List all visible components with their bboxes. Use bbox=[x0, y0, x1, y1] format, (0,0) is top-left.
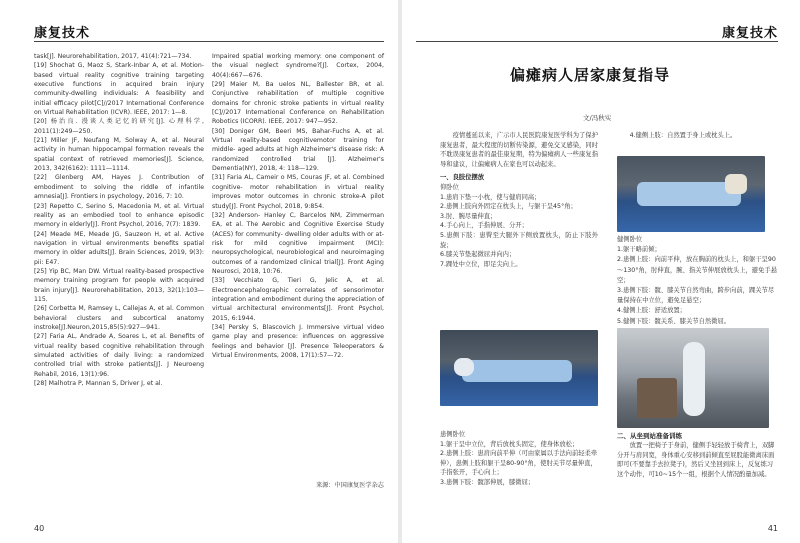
header-rule bbox=[416, 41, 778, 42]
reference-item: [30] Doniger GM, Beeri MS, Bahar-Fuchs A, et al. Virtual reality-based cognitivemotor training for middle- aged adults at high Alzheimer's disease risk: A randomized controlled trial [J]. Alzheimer's Dementia(NY), 2018, 4: 118—129. bbox=[212, 127, 384, 173]
list-item: 7.踝处中立位，即足尖向上。 bbox=[440, 260, 522, 268]
pillow-shape bbox=[725, 174, 747, 194]
list-item: 2.患侧上肢：向前平伸，放在胸前的枕头上，和躯干呈90～130°角，肘伸直，腕、指关节伸展放枕头上，避免手悬空； bbox=[617, 256, 777, 284]
article-column-b-lower bbox=[617, 235, 779, 327]
chair-shape bbox=[637, 378, 677, 418]
article-column-a bbox=[440, 131, 598, 269]
list-item: 2.患侧上肢：患肩向前平伸（可由家属以手法向前轻柔牵伸），患侧上肢和躯干呈80-90°角，使肘关节尽量伸直，手指张开，手心向上； bbox=[440, 450, 598, 477]
list-item: 4.健侧上肢：舒适放置； bbox=[617, 307, 686, 315]
source-note: 来源：中国康复医学杂志 bbox=[315, 482, 384, 489]
list-item: 5.患侧下肢：患臀至大腿外下侧放置枕头，防止下肢外旋； bbox=[440, 231, 598, 249]
pillow-shape bbox=[454, 358, 474, 376]
header-rule bbox=[34, 41, 384, 42]
subheading: 患侧卧位 bbox=[440, 431, 466, 438]
reference-item: [20] 杨治良. 漫谈人类记忆的研究[J]. 心理科学, 2011(1):249—250. bbox=[34, 118, 204, 135]
intro-paragraph: 疫情蔓延以来，广示市人民医院康复医学科为了保护康复患者，最大程度的切断传染源，避免交叉感染，同时不耽误康复患者的最佳康复期，特为偏瘫病人一些康复指导和建议，让偏瘫病人在家也可以动起来。 bbox=[440, 132, 598, 168]
reference-item: [23] Repetto C, Serino S, Macedonia M, et al. Virtual reality as an embodied tool to enhance episodic memory in elderly[J]. Front Psychol, 2016, 7(7): 1839. bbox=[34, 202, 204, 229]
list-item: 6.膝关节垫起微屈并向内； bbox=[440, 251, 516, 259]
article-title: 偏瘫病人居家康复指导 bbox=[510, 66, 671, 84]
reference-item: [22] Glenberg AM, Hayes J. Contribution of embodiment to solving the riddle of infantile amnesia[J]. Frontiers in psychology, 2016, 7: 10. bbox=[34, 174, 204, 201]
reference-item: Impaired spatial working memory: one component of the visual neglect syndrome?[J]. Cortex, 2004, 40(4):667—676. bbox=[212, 53, 384, 79]
list-item: 2.患侧上肢向外固定在枕头上，与躯干呈45°角； bbox=[440, 203, 577, 211]
reference-column-2 bbox=[212, 52, 384, 360]
reference-column-1 bbox=[34, 52, 204, 388]
photo-lateral-position bbox=[617, 156, 765, 232]
reference-item: [24] Meade ME, Meade JG, Sauzeon H, et al. Active navigation in virtual environments benefits spatial memory in older adults[J]. Brain Sciences, 2019, 9(3): pii: E47. bbox=[34, 230, 204, 266]
reference-item: [19] Shochat G, Maoz S, Stark-Inbar A, et al. Motion-based virtual reality cognitive training targeting executive functions in acquired brain injury community-dwelling individuals: A feasibility and initial efficacy pilot[C]//2017 International Conference on Virtual Rehabilitation (ICVR). IEEE, 2017: 1—8. bbox=[34, 62, 204, 117]
body-paragraph: 放置一把椅子于身前，健侧手轻轻放于椅背上，双脚分开与肩同宽，身体重心安移到前倾直至屁股能微离床面即可(不要靠手去拉凳子)，然后又坐回到床上，反复练习这个动作，可10~15个一组，根据个人情况酌量加减。 bbox=[617, 442, 775, 478]
running-head: 康复技术 bbox=[721, 26, 778, 41]
running-head: 康复技术 bbox=[34, 26, 91, 41]
author-line: 文/冯秋实 bbox=[583, 114, 612, 122]
article-column-a-tail bbox=[440, 430, 598, 488]
patient-figure bbox=[462, 360, 572, 382]
subheading: 健侧卧位 bbox=[617, 236, 643, 243]
list-item: 4.手心向上，手指伸展、分开； bbox=[440, 222, 528, 230]
reference-item: [27] Faria AL, Andrade A, Soares L, et al. Benefits of virtual reality based cognitive rehabilitation through simulated activities of daily living: a randomized controlled trial with stroke patients[J]. J Neuroeng Rehabil, 2016, 13(1):96. bbox=[34, 333, 204, 378]
reference-item: [34] Persky S, Blascovich J. Immersive virtual video game play and presence: influences on aggressive feelings and behavior [J]. Presence Teleoperators & Virtual Environments, 2008, 17(1):57—72. bbox=[212, 323, 384, 359]
section-heading: 二、从坐到站准备训练 bbox=[617, 432, 682, 440]
reference-item: [29] Maier M, Ba uelos NL, Ballester BR, et al. Conjunctive rehabilitation of multiple cognitive domains for chronic stroke patients in virtual reality [C]//2017 International Conference on Rehabilitation Robotics (ICORR). IEEE, 2017: 947—952. bbox=[212, 81, 384, 126]
reference-item: [26] Corbetta M, Ramsey L, Callejas A, et al. Common behavioral clusters and subcortical anatomy instroke[J].Neuron,2015,85(5):927—941. bbox=[34, 305, 204, 331]
list-item: 1.躯干略前倾； bbox=[617, 246, 661, 254]
reference-item: [25] Yip BC, Man DW. Virtual reality-based prospective memory training program for people with acquired brain injury[J]. Neurorehabilitation, 2013, 32(1):103—115. bbox=[34, 267, 204, 303]
section-heading: 一、良肢位摆放 bbox=[440, 174, 485, 182]
reference-item: [21] Miller JF, Neufang M, Solway A, et al. Neural activity in human hippocampal formation reveals the spatial context of retrieved memories[J]. Science, 2013, 342(6162): 1111—1114. bbox=[34, 137, 204, 173]
list-item: 1.患肩下垫一小枕，使与健肩同高； bbox=[440, 193, 541, 201]
reference-item: [31] Faria AL, Cameir o MS, Couras JF, et al. Combined cognitive- motor rehabilitation in virtual reality improves motor outcomes in chronic stroke-A pilot study[J]. Front Psychol, 2018, 9:854. bbox=[212, 174, 384, 210]
photo-sit-to-stand bbox=[617, 328, 769, 428]
reference-item: [33] Vecchiato G, Tieri G, Jelic A, et al. Electroencephalographic correlates of sensorimotor integration and embodiment during the appreciation of virtual architectural environments[J]. Front Psychol, 2015, 6:1944. bbox=[212, 277, 384, 322]
list-item: 3.肘、腕尽量伸直； bbox=[440, 212, 497, 220]
left-page bbox=[0, 0, 398, 543]
list-item: 3.患侧下肢：髋部伸展，膝微屈； bbox=[440, 478, 535, 486]
page-number: 40 bbox=[34, 524, 45, 533]
list-item: 1.躯干呈中立位，背后放枕头固定，使身体放松； bbox=[440, 440, 579, 448]
list-item: 3.患侧下肢：髋、膝关节自然弯曲，跨步向前，踝关节尽量保持在中立位，避免足悬空； bbox=[617, 287, 775, 305]
article-column-b-tail bbox=[617, 441, 779, 479]
reference-item: [28] Malhotra P, Mannan S, Driver J, et al. bbox=[34, 380, 163, 388]
page-number: 41 bbox=[767, 524, 778, 533]
subheading: 仰卧位 bbox=[440, 183, 459, 191]
reference-item: [32] Anderson- Hanley C, Barcelos NM, Zimmerman EA, et al. The Aerobic and Cognitive Exercise Study (ACES) for community- dwelling older adults with or at- risk for mild cognitive impairment (MCI): neuropsychological, neurobiological and neuroimaging outcomes of a randomized clinical trial[J]. Front Aging Neurosci, 2018, 10:76. bbox=[212, 211, 384, 275]
patient-figure bbox=[683, 342, 705, 416]
list-item: 4.健侧上肢：自然置于身上或枕头上。 bbox=[629, 132, 737, 139]
list-item: 5.健侧下肢：髋关系、膝关节自然微屈。 bbox=[617, 317, 731, 325]
reference-item: task[J]. Neurorehabilitation, 2017, 41(4):721—734. bbox=[34, 53, 192, 60]
right-page bbox=[402, 0, 800, 543]
photo-supine-position bbox=[440, 330, 598, 406]
article-column-b bbox=[617, 131, 779, 141]
